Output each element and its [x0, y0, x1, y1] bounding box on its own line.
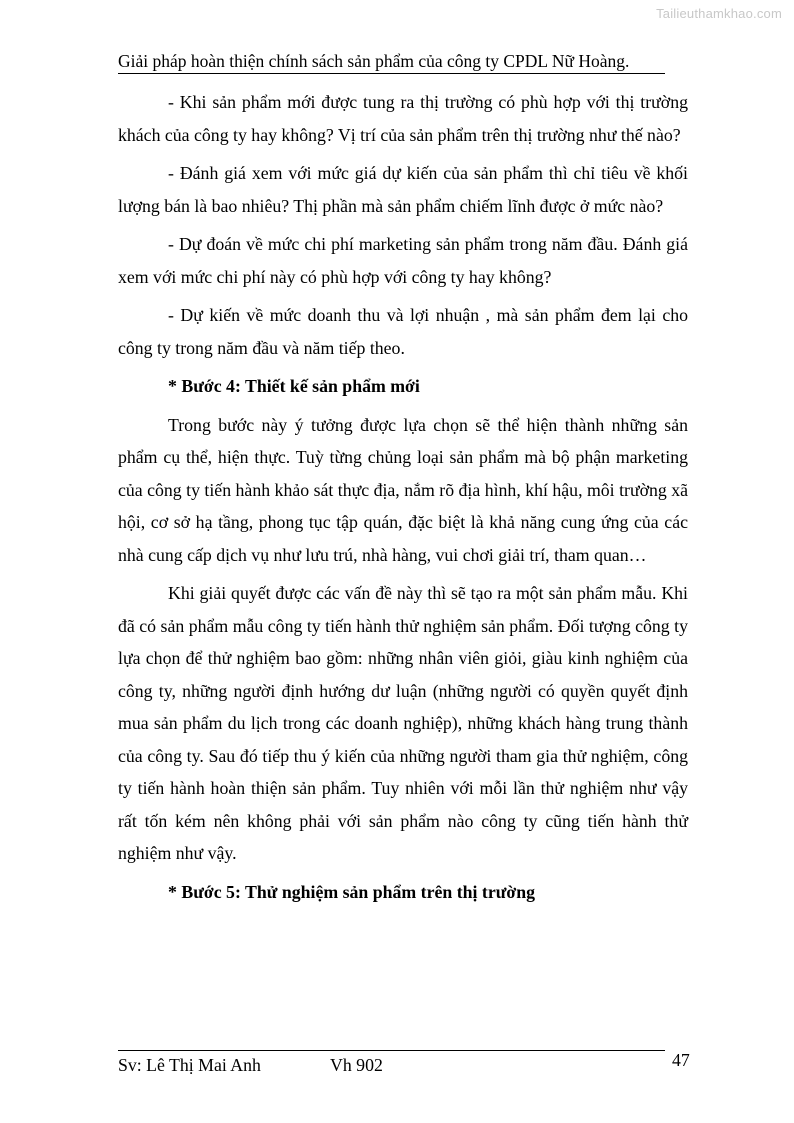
header-divider [118, 73, 665, 74]
page-header-title: Giải pháp hoàn thiện chính sách sản phẩm của công ty CPDL Nữ Hoàng. [118, 51, 630, 71]
footer-student-name: Sv: Lê Thị Mai Anh [118, 1055, 261, 1075]
watermark: Tailieuthamkhao.com [656, 6, 782, 21]
paragraph-product-design: Trong bước này ý tưởng được lựa chọn sẽ thể hiện thành những sản phẩm cụ thể, hiện thực. Tuỳ từng chủng loại sản phẩm mà bộ phận marketing của công ty tiến hành khảo sát thực địa, nắm rõ địa hình, khí hậu, môi trường xã hội, cơ sở hạ tầng, phong tục tập quán, đặc biệt là khả năng cung ứng của các nhà cung cấp dịch vụ như lưu trú, nhà hàng, vui chơi giải trí, tham quan… [118, 414, 688, 565]
paragraph-market-fit: - Khi sản phẩm mới được tung ra thị trường có phù hợp với thị trường khách của công ty hay không? Vị trí của sản phẩm trên thị trường như thế nào? [118, 92, 688, 145]
document-body [118, 86, 688, 908]
section-heading-step-4: * Bước 4: Thiết kế sản phẩm mới [168, 376, 420, 396]
footer-divider [118, 1050, 665, 1051]
footer-class-code: Vh 902 [330, 1055, 383, 1075]
paragraph-marketing-cost: - Dự đoán về mức chi phí marketing sản phẩm trong năm đầu. Đánh giá xem với mức chi phí này có phù hợp với công ty hay không? [118, 234, 688, 287]
paragraph-prototype-testing: Khi giải quyết được các vấn đề này thì sẽ tạo ra một sản phẩm mẫu. Khi đã có sản phẩm mẫu công ty tiến hành thử nghiệm sản phẩm. Đối tượng công ty lựa chọn để thử nghiệm bao gồm: những nhân viên giỏi, giàu kinh nghiệm của công ty, những người định hướng dư luận (những người có quyền quyết định mua sản phẩm du lịch trong các doanh nghiệp), những khách hàng trung thành của công ty. Sau đó tiếp thu ý kiến của những người tham gia thử nghiệm, công ty tiến hành hoàn thiện sản phẩm. Tuy nhiên với mỗi lần thử nghiệm như vậy rất tốn kém nên không phải với sản phẩm nào công ty cũng tiến hành thử nghiệm như vậy. [118, 583, 688, 863]
paragraph-revenue-forecast: - Dự kiến về mức doanh thu và lợi nhuận , mà sản phẩm đem lại cho công ty trong năm đầu và năm tiếp theo. [118, 305, 688, 358]
section-heading-step-5: * Bước 5: Thử nghiệm sản phẩm trên thị trường [168, 881, 536, 902]
page-number: 47 [672, 1050, 690, 1070]
paragraph-sales-volume: - Đánh giá xem với mức giá dự kiến của sản phẩm thì chỉ tiêu về khối lượng bán là bao nhiêu? Thị phần mà sản phẩm chiếm lĩnh được ở mức nào? [118, 163, 688, 216]
